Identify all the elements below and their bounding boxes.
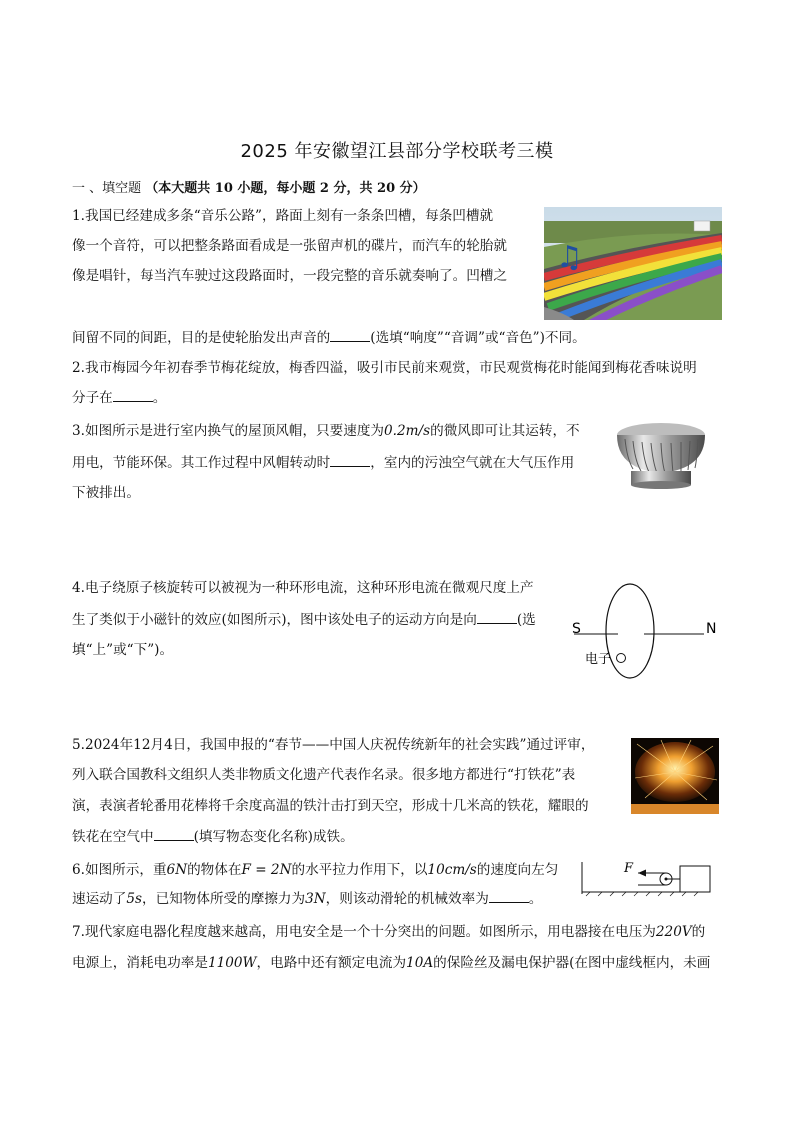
q7-line-2-c: 的保险丝及漏电保护器(在图中虚线框内，未画 [433,955,711,971]
q5-answer-blank[interactable] [154,826,194,841]
q6-weight: 6N [166,862,188,878]
q4-line-2 [72,607,536,633]
q6-line-1 [72,857,558,883]
force-label: F [624,861,634,876]
q7-line-1-a: 7.现代家庭电器化程度越来越高，用电安全是一个十分突出的问题。如图所示，用电器接在电压为 [72,924,656,940]
q1-line-4 [72,325,586,351]
q1-line-4-b: (选填“响度”“音调”或“音色”)不同。 [370,330,586,346]
q1-line-2: 像一个音符，可以把整条路面看成是一张留声机的碟片，而汽车的轮胎就 [72,238,507,254]
section-heading [72,177,426,196]
q3-line-1-a: 3.如图所示是进行室内换气的屋顶风帽，只要速度为 [72,423,385,439]
svg-text:♫: ♫ [556,240,583,275]
q6-force: F = 2N [241,862,292,878]
q7-voltage: 220V [655,924,692,940]
q3-line-2-b: ，室内的污浊空气就在大气压作用 [370,455,575,471]
q3-line-1 [72,418,580,444]
q1-line-1: 1.我国已经建成多条“音乐公路”，路面上刻有一条条凹槽，每条凹槽就 [72,208,494,224]
q4-line-1: 4.电子绕原子核旋转可以被视为一种环形电流，这种环形电流在微观尺度上产 [72,580,534,596]
q6-answer-blank[interactable] [489,888,529,903]
q2-line-2-b: 。 [152,390,167,406]
q1-line-4-a: 间留不同的间距，目的是使轮胎发出声音的 [72,330,331,346]
q6-friction: 3N [305,891,326,907]
q4-answer-blank[interactable] [477,609,517,624]
q7-line-2 [72,950,710,976]
q3-speed: 0.2m/s [384,423,431,439]
q2-answer-blank[interactable] [113,387,153,402]
q1-answer-blank[interactable] [330,327,370,342]
q5-line-4-a: 铁花在空气中 [72,829,154,845]
q4-line-3: 填“上”或“下”)。 [72,642,174,658]
q7-power: 1100W [207,955,257,971]
q7-current: 10A [406,955,434,971]
q5-line-1-b: ，我国申报的“春节——中国人庆祝传统新年的社会实践”通过评审， [186,737,595,753]
music-road-photo [544,207,722,320]
section-prefix: 一 、填空题 [72,181,146,196]
q3-line-2 [72,450,574,476]
q6-line-1-a: 6.如图所示，重 [72,862,167,878]
q2-line-2 [72,385,166,411]
q3-answer-blank[interactable] [330,452,370,467]
q6-line-1-b: 的物体在 [187,862,242,878]
q7-line-2-b: ，电路中还有额定电流为 [256,955,407,971]
page-title: 2025 年安徽望江县部分学校联考三模 [240,141,554,162]
q6-line-1-d: 的速度向左匀 [476,862,559,878]
q6-line-1-c: 的水平拉力作用下，以 [291,862,428,878]
q5-line-1 [72,732,594,758]
q5-line-2: 列入联合国教科文组织人类非物质文化遗产代表作名录。很多地方都进行“打铁花”表 [72,767,576,783]
q6-line-2-d: 。 [528,891,543,907]
q2-line-2-a: 分子在 [72,390,113,406]
q6-line-2-c: ，则该动滑轮的机械效率为 [325,891,489,907]
q7-line-1-b: 的 [691,924,706,940]
q3-line-3: 下被排出。 [72,485,140,501]
roof-ventilator-photo [609,417,714,492]
q1-line-3: 像是唱针，每当汽车驶过这段路面时，一段完整的音乐就奏响了。凹槽之 [72,268,507,284]
q6-speed: 10cm/s [427,862,477,878]
q6-line-2 [72,886,542,912]
q5-date: 2024年12月4日 [84,737,187,753]
q4-line-2-a: 生了类似于小磁针的效应(如图所示)，图中该处电子的运动方向是向 [72,612,477,628]
q7-line-1 [72,919,705,945]
q3-line-2-a: 用电，节能环保。其工作过程中风帽转动时 [72,455,331,471]
iron-flower-photo [631,738,719,814]
q6-line-2-a: 速运动了 [72,891,127,907]
electron-orbit-diagram [566,580,726,685]
pulley-diagram [576,856,712,900]
q5-line-4 [72,824,354,850]
q3-line-1-b: 的微风即可让其运转，不 [430,423,580,439]
q6-time: 5s [126,891,142,907]
q5-line-4-b: (填写物态变化名称)成铁。 [193,829,354,845]
q7-line-2-a: 电源上，消耗电功率是 [72,955,208,971]
q5-line-1-a: 5. [72,737,85,753]
q4-line-2-b: (选 [516,612,536,628]
section-note: （本大题共 10 小题，每小题 2 分，共 20 分） [145,181,426,196]
south-pole-label: S [572,621,581,637]
north-pole-label: N [706,621,717,637]
q2-line-1: 2.我市梅园今年初春季节梅花绽放，梅香四溢，吸引市民前来观赏，市民观赏梅花时能闻到梅花香味说明 [72,360,697,376]
q6-line-2-b: ，已知物体所受的摩擦力为 [142,891,306,907]
q5-line-3: 演，表演者轮番用花棒将千余度高温的铁汁击打到天空，形成十几米高的铁花，耀眼的 [72,798,589,814]
electron-label: 电子 [585,652,612,667]
